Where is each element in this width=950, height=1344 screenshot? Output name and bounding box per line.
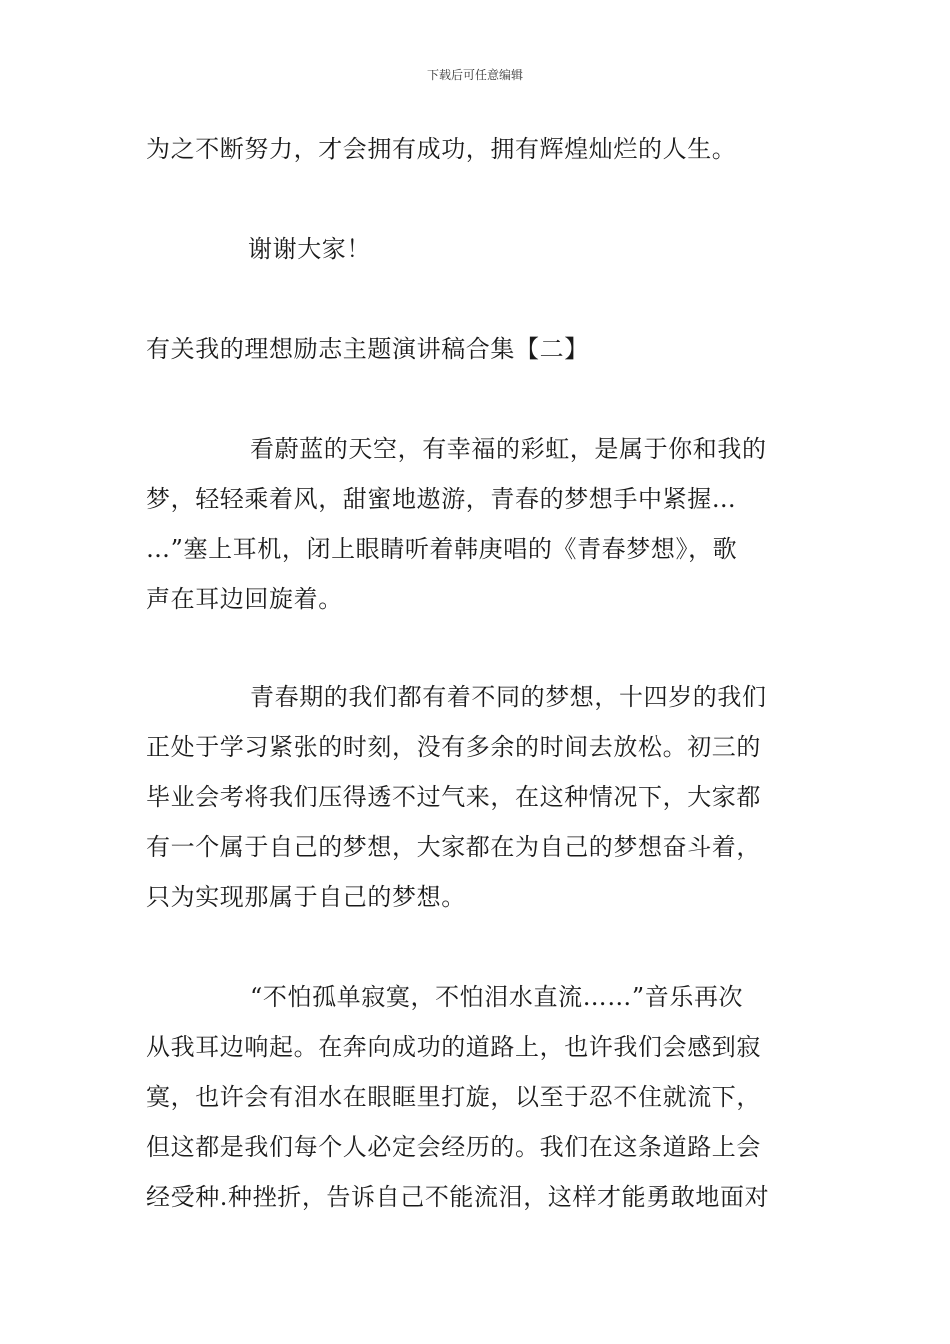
closing-line: 为之不断努力，才会拥有成功，拥有辉煌灿烂的人生。 [146,135,737,163]
paragraph-2-line-4: 有一个属于自己的梦想，大家都在为自己的梦想奋斗着， [146,833,761,861]
paragraph-3-line-1: “不怕孤单寂寞，不怕泪水直流……”音乐再次 [250,983,744,1011]
paragraph-2-line-5: 只为实现那属于自己的梦想。 [146,883,466,911]
paragraph-2-line-1: 青春期的我们都有着不同的梦想，十四岁的我们 [250,683,767,711]
paragraph-3-line-5: 经受种.种挫折，告诉自己不能流泪，这样才能勇敢地面对 [146,1183,770,1211]
paragraph-3-line-4: 但这都是我们每个人必定会经历的。我们在这条道路上会 [146,1133,761,1161]
paragraph-1-line-1: 看蔚蓝的天空，有幸福的彩虹，是属于你和我的 [250,435,767,463]
thanks-line: 谢谢大家！ [248,235,371,263]
paragraph-1-line-3: …”塞上耳机，闭上眼睛听着韩庚唱的《青春梦想》，歌 [146,535,738,563]
page-header-note: 下载后可任意编辑 [426,68,523,82]
paragraph-3-line-3: 寞，也许会有泪水在眼眶里打旋，以至于忍不住就流下， [146,1083,761,1111]
paragraph-2-line-3: 毕业会考将我们压得透不过气来，在这种情况下，大家都 [146,783,761,811]
section-title: 有关我的理想励志主题演讲稿合集【二】 [146,335,589,363]
paragraph-3-line-2: 从我耳边响起。在奔向成功的道路上，也许我们会感到寂 [146,1033,761,1061]
paragraph-2-line-2: 正处于学习紧张的时刻，没有多余的时间去放松。初三的 [146,733,761,761]
paragraph-1-line-4: 声在耳边回旋着。 [146,585,343,613]
paragraph-1-line-2: 梦，轻轻乘着风，甜蜜地遨游，青春的梦想手中紧握… [146,485,737,513]
